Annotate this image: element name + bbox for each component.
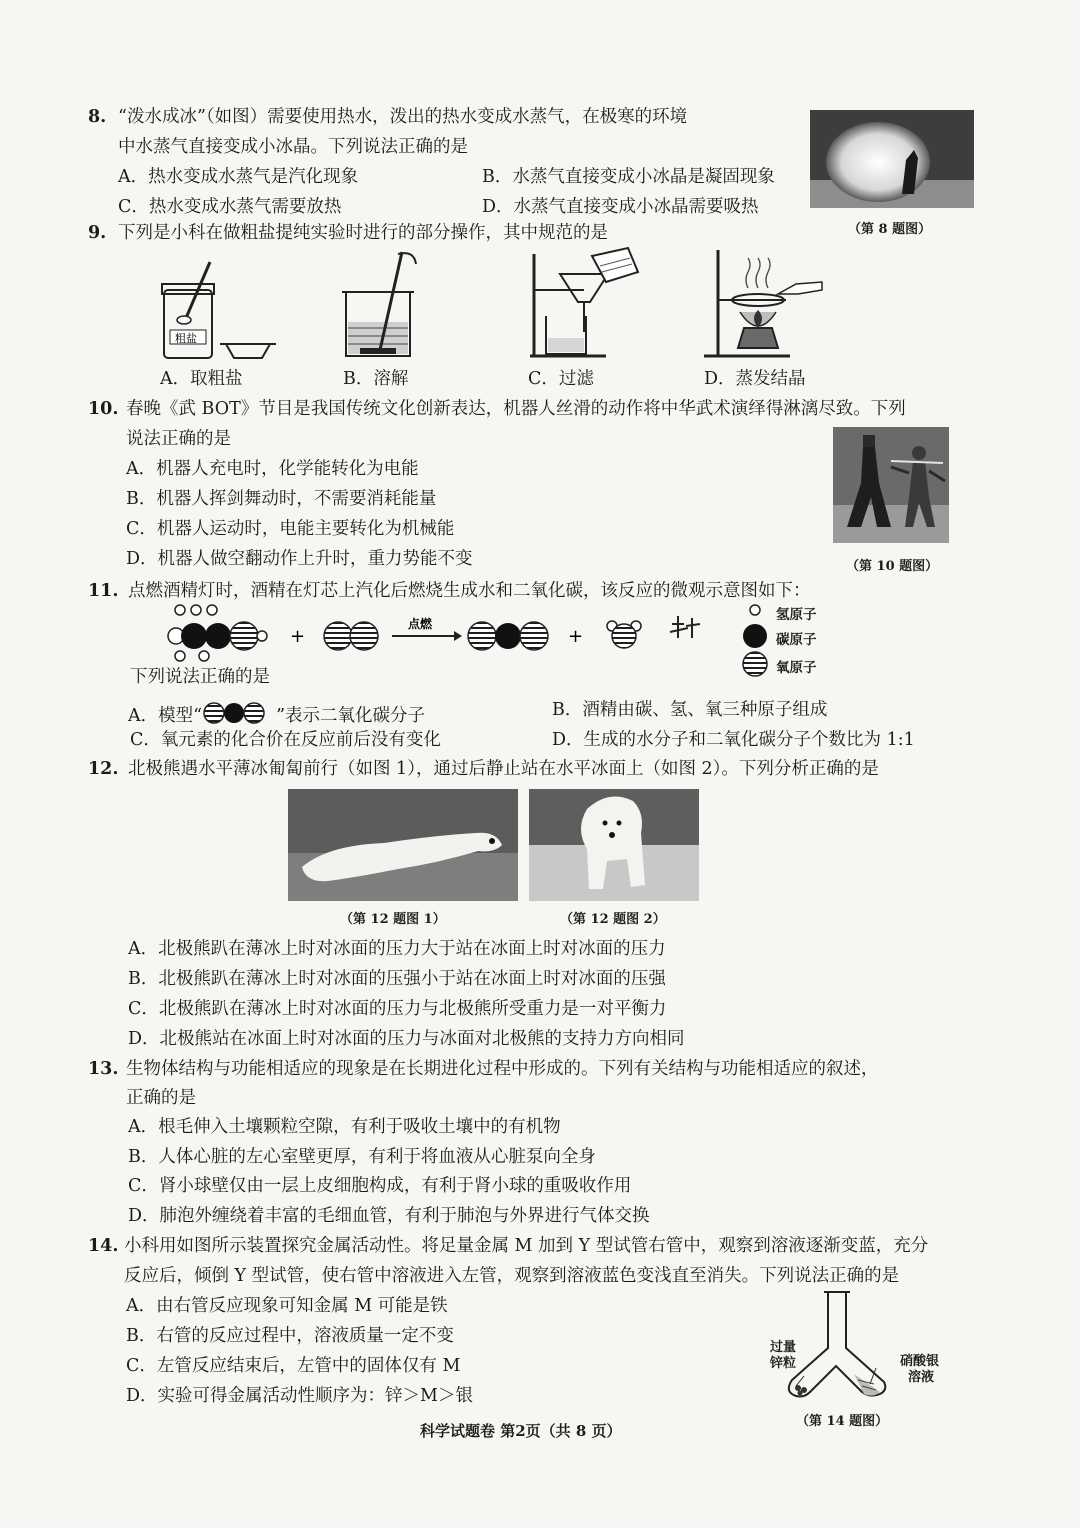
q12-number: 12. xyxy=(88,759,119,779)
q8-option-c: C．热水变成水蒸气需要放热 xyxy=(118,197,342,217)
q14-label-solution: 溶液 xyxy=(908,1370,935,1385)
q8-option-d: D．水蒸气直接变成小冰晶需要吸热 xyxy=(482,197,759,217)
q11-arrow-label: 点燃 xyxy=(408,617,433,631)
q12-option-c: C．北极熊趴在薄冰上时对冰面的压力与北极熊所受重力是一对平衡力 xyxy=(128,999,667,1019)
q12-photo1-drawing xyxy=(288,789,518,901)
q8-stem-line1: “泼水成冰”（如图）需要使用热水，泼出的热水变成水蒸气，在极寒的环境 xyxy=(118,107,688,127)
q14-number: 14. xyxy=(88,1236,119,1256)
q9-option-d: D．蒸发结晶 xyxy=(704,369,806,389)
q9-jar-label: 粗盐 xyxy=(175,332,197,345)
q9-figure-a-take-salt xyxy=(158,262,288,362)
q12-photo2-drawing xyxy=(529,789,699,901)
q11-co2-molecule xyxy=(468,622,548,650)
q10-photo-drawing xyxy=(833,427,949,543)
q14-stem-line1: 小科用如图所示装置探究金属活动性。将足量金属 M 加到 Y 型试管右管中，观察到溶液逐渐变蓝，充分 xyxy=(124,1236,929,1256)
q13-number: 13. xyxy=(88,1059,119,1079)
q12-stem: 北极熊遇水平薄冰匍匐前行（如图 1），通过后静止站在水平冰面上（如图 2）。下列分析正确的是 xyxy=(128,759,879,779)
q9-stem: 下列是小科在做粗盐提纯实验时进行的部分操作，其中规范的是 xyxy=(118,223,608,243)
q14-option-b: B．右管的反应过程中，溶液质量一定不变 xyxy=(126,1326,454,1346)
q9-option-b: B．溶解 xyxy=(343,369,409,389)
q11-option-a-model xyxy=(202,702,276,724)
q13-option-a: A．根毛伸入土壤颗粒空隙，有利于吸收土壤中的有机物 xyxy=(128,1117,561,1137)
q11-option-a xyxy=(128,699,425,727)
q11-option-b: B．酒精由碳、氢、氧三种原子组成 xyxy=(552,700,828,720)
q11-number: 11. xyxy=(88,581,119,601)
q9-option-a: A．取粗盐 xyxy=(160,369,243,389)
q11-option-a-prefix: A．模型“ xyxy=(128,706,203,726)
q14-label-zinc: 锌粒 xyxy=(770,1356,797,1371)
q13-option-b: B．人体心脏的左心室壁更厚，有利于将血液从心脏泵向全身 xyxy=(128,1147,596,1167)
svg-text:+: + xyxy=(568,626,584,647)
q14-label-silver-nitrate: 硝酸银 xyxy=(900,1354,940,1369)
q11-oxygen-molecule xyxy=(324,622,378,650)
q11-option-d: D．生成的水分子和二氧化碳分子个数比为 1:1 xyxy=(552,730,915,750)
q12-option-b: B．北极熊趴在薄冰上时对冰面的压强小于站在冰面上时对冰面的压强 xyxy=(128,969,666,989)
q11-stem: 点燃酒精灯时，酒精在灯芯上汽化后燃烧生成水和二氧化碳，该反应的微观示意图如下： xyxy=(128,581,811,601)
page-footer: 科学试题卷 第2页（共 8 页） xyxy=(420,1422,622,1440)
q11-smudge-mark xyxy=(670,616,700,638)
q9-figure-b-dissolve xyxy=(340,250,420,362)
q8-option-b: B．水蒸气直接变成小冰晶是凝固现象 xyxy=(482,167,775,187)
q13-option-d: D．肺泡外缠绕着丰富的毛细血管，有利于肺泡与外界进行气体交换 xyxy=(128,1206,650,1226)
q12-caption-2: （第 12 题图 2） xyxy=(560,912,666,927)
q10-stem-line2: 说法正确的是 xyxy=(126,429,231,449)
q10-number: 10. xyxy=(88,399,119,419)
q11-legend-hydrogen: 氢原子 xyxy=(776,607,817,623)
q8-number: 8. xyxy=(88,107,107,127)
q13-stem-line2: 正确的是 xyxy=(126,1088,196,1108)
q11-reaction-diagram xyxy=(164,604,724,674)
q13-stem-line1: 生物体结构与功能相适应的现象是在长期进化过程中形成的。下列有关结构与功能相适应的叙述， xyxy=(126,1059,879,1079)
q12-photo-bear-crawling xyxy=(288,789,518,901)
q11-ask: 下列说法正确的是 xyxy=(130,667,270,687)
q11-ethanol-molecule xyxy=(168,605,267,661)
q14-option-d: D．实验可得金属活动性顺序为：锌＞M＞银 xyxy=(126,1386,473,1406)
q10-option-d: D．机器人做空翻动作上升时，重力势能不变 xyxy=(126,549,473,569)
q10-option-a: A．机器人充电时，化学能转化为电能 xyxy=(126,459,419,479)
q14-caption: （第 14 题图） xyxy=(796,1414,889,1429)
q12-caption-1: （第 12 题图 1） xyxy=(340,912,446,927)
q8-caption: （第 8 题图） xyxy=(848,222,932,237)
q9-number: 9. xyxy=(88,223,107,243)
q14-option-a: A．由右管反应现象可知金属 M 可能是铁 xyxy=(126,1296,448,1316)
q14-option-c: C．左管反应结束后，左管中的固体仅有 M xyxy=(126,1356,461,1376)
q10-photo-robots xyxy=(833,427,949,543)
q9-figure-d-evaporate xyxy=(700,248,826,362)
q12-option-d: D．北极熊站在冰面上时对冰面的压力与冰面对北极熊的支持力方向相同 xyxy=(128,1029,685,1049)
q14-stem-line2: 反应后，倾倒 Y 型试管，使右管中溶液进入左管，观察到溶液蓝色变浅直至消失。下列说法正确的是 xyxy=(124,1266,900,1286)
q14-label-excess: 过量 xyxy=(770,1340,797,1355)
q9-option-c: C．过滤 xyxy=(528,369,594,389)
q12-option-a: A．北极熊趴在薄冰上时对冰面的压力大于站在冰面上时对冰面的压力 xyxy=(128,939,666,959)
q9-figure-c-filter xyxy=(520,246,650,362)
q10-option-c: C．机器人运动时，电能主要转化为机械能 xyxy=(126,519,455,539)
q11-option-c: C．氧元素的化合价在反应前后没有变化 xyxy=(130,730,441,750)
svg-text:+: + xyxy=(290,626,306,647)
q13-option-c: C．肾小球壁仅由一层上皮细胞构成，有利于肾小球的重吸收作用 xyxy=(128,1176,632,1196)
q11-legend-carbon: 碳原子 xyxy=(776,632,817,648)
q10-option-b: B．机器人挥剑舞动时，不需要消耗能量 xyxy=(126,489,437,509)
q8-option-a: A．热水变成水蒸气是汽化现象 xyxy=(118,167,359,187)
q8-stem-line2: 中水蒸气直接变成小冰晶。下列说法正确的是 xyxy=(118,137,468,157)
q14-y-tube-figure xyxy=(780,1288,910,1402)
q11-option-a-suffix: ”表示二氧化碳分子 xyxy=(276,706,426,726)
q11-legend-oxygen: 氧原子 xyxy=(776,660,817,676)
q11-water-molecule xyxy=(607,621,641,648)
q8-photo-drawing xyxy=(810,110,974,208)
q12-photo-bear-standing xyxy=(529,789,699,901)
q10-caption: （第 10 题图） xyxy=(846,559,939,574)
q10-stem-line1: 春晚《武 BOT》节目是我国传统文化创新表达，机器人丝滑的动作将中华武术演绎得淋漓尽致。下列 xyxy=(126,399,906,419)
q8-photo-throwing-water xyxy=(810,110,974,208)
q11-legend-symbols xyxy=(740,604,770,676)
